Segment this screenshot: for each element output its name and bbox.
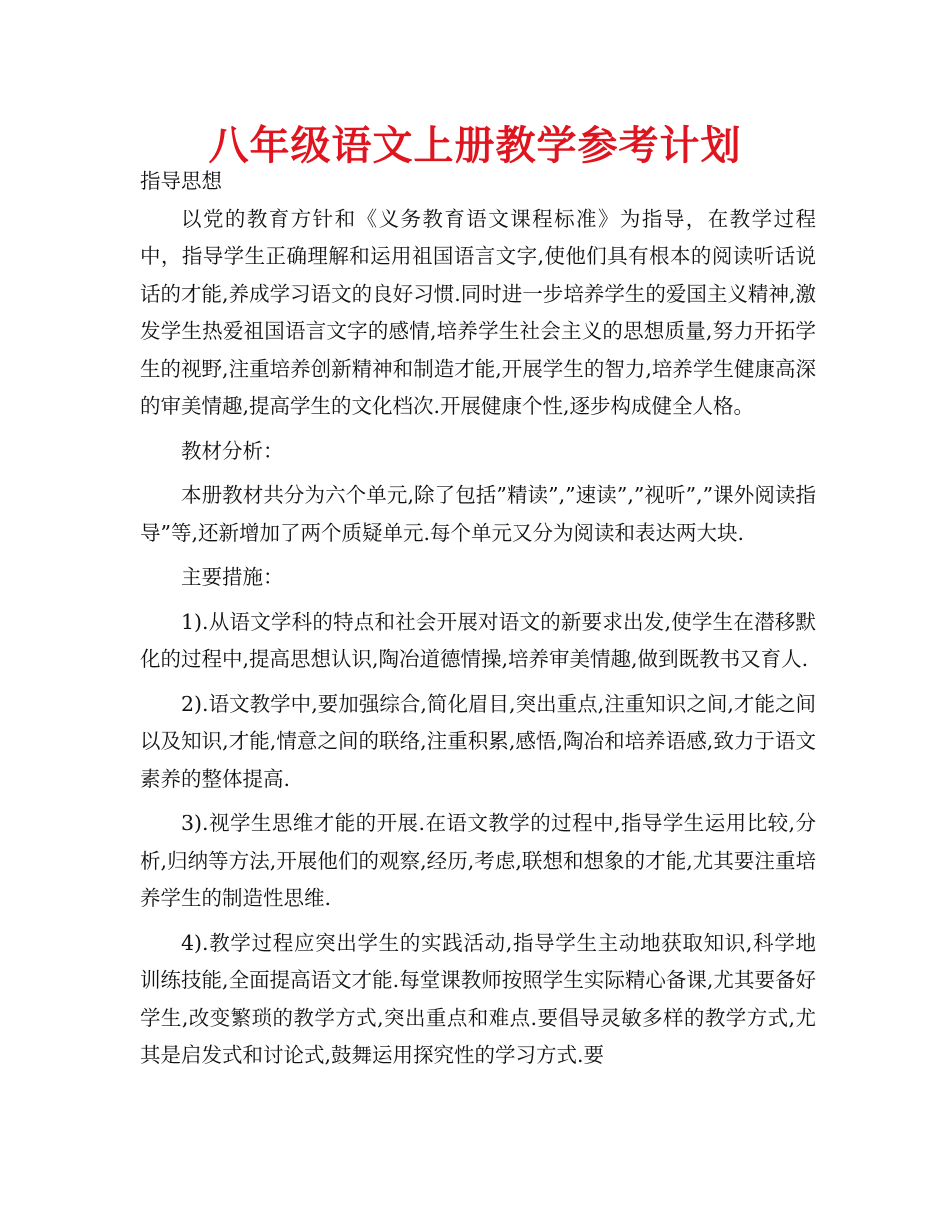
- document-body: [140, 163, 816, 1075]
- measure-item-4: 4).教学过程应突出学生的实践活动,指导学生主动地获取知识,科学地训练技能,全面提高语文才能.每堂课教师按照学生实际精心备课,尤其要备好学生,改变繁琐的教学方式,突出重点和难点.要倡导灵敏多样的教学方式,尤其是启发式和讨论式,鼓舞运用探究性的学习方式.要: [140, 930, 816, 1067]
- measure-item-3: 3).视学生思维才能的开展.在语文教学的过程中,指导学生运用比较,分析,归纳等方法,开展他们的观察,经历,考虑,联想和想象的才能,尤其要注重培养学生的制造性思维.: [140, 811, 816, 910]
- section-heading-textbook-analysis: 教材分析：: [181, 438, 284, 463]
- paragraph-guiding-ideology: 以党的教育方针和《义务教育语文课程标准》为指导，在教学过程中，指导学生正确理解和运用祖国语言文字,使他们具有根本的阅读听话说话的才能,养成学习语文的良好习惯.同时进一步培养学生的爱国主义精神,激发学生热爱祖国语言文字的感情,培养学生社会主义的思想质量,努力开拓学生的视野,注重培养创新精神和制造才能,开展学生的智力,培养学生健康高深的审美情趣,提高学生的文化档次.开展健康个性,逐步构成健全人格。: [140, 206, 816, 418]
- paragraph-textbook-analysis: 本册教材共分为六个单元,除了包括”精读”,”速读”,”视听”,”课外阅读指导”等,还新增加了两个质疑单元.每个单元又分为阅读和表达两大块.: [140, 483, 816, 545]
- section-heading-guiding-ideology: 指导思想: [140, 169, 222, 193]
- measure-item-2: 2).语文教学中,要加强综合,简化眉目,突出重点,注重知识之间,才能之间以及知识,才能,情意之间的联络,注重积累,感悟,陶冶和培养语感,致力于语文素养的整体提高.: [140, 691, 816, 791]
- document-title: 八年级语文上册教学参考计划: [208, 123, 742, 169]
- section-heading-main-measures: 主要措施：: [181, 565, 284, 589]
- measure-item-1: 1).从语文学科的特点和社会开展对语文的新要求出发,使学生在潜移默化的过程中,提高思想认识,陶冶道德情操,培养审美情趣,做到既教书又育人.: [140, 609, 816, 671]
